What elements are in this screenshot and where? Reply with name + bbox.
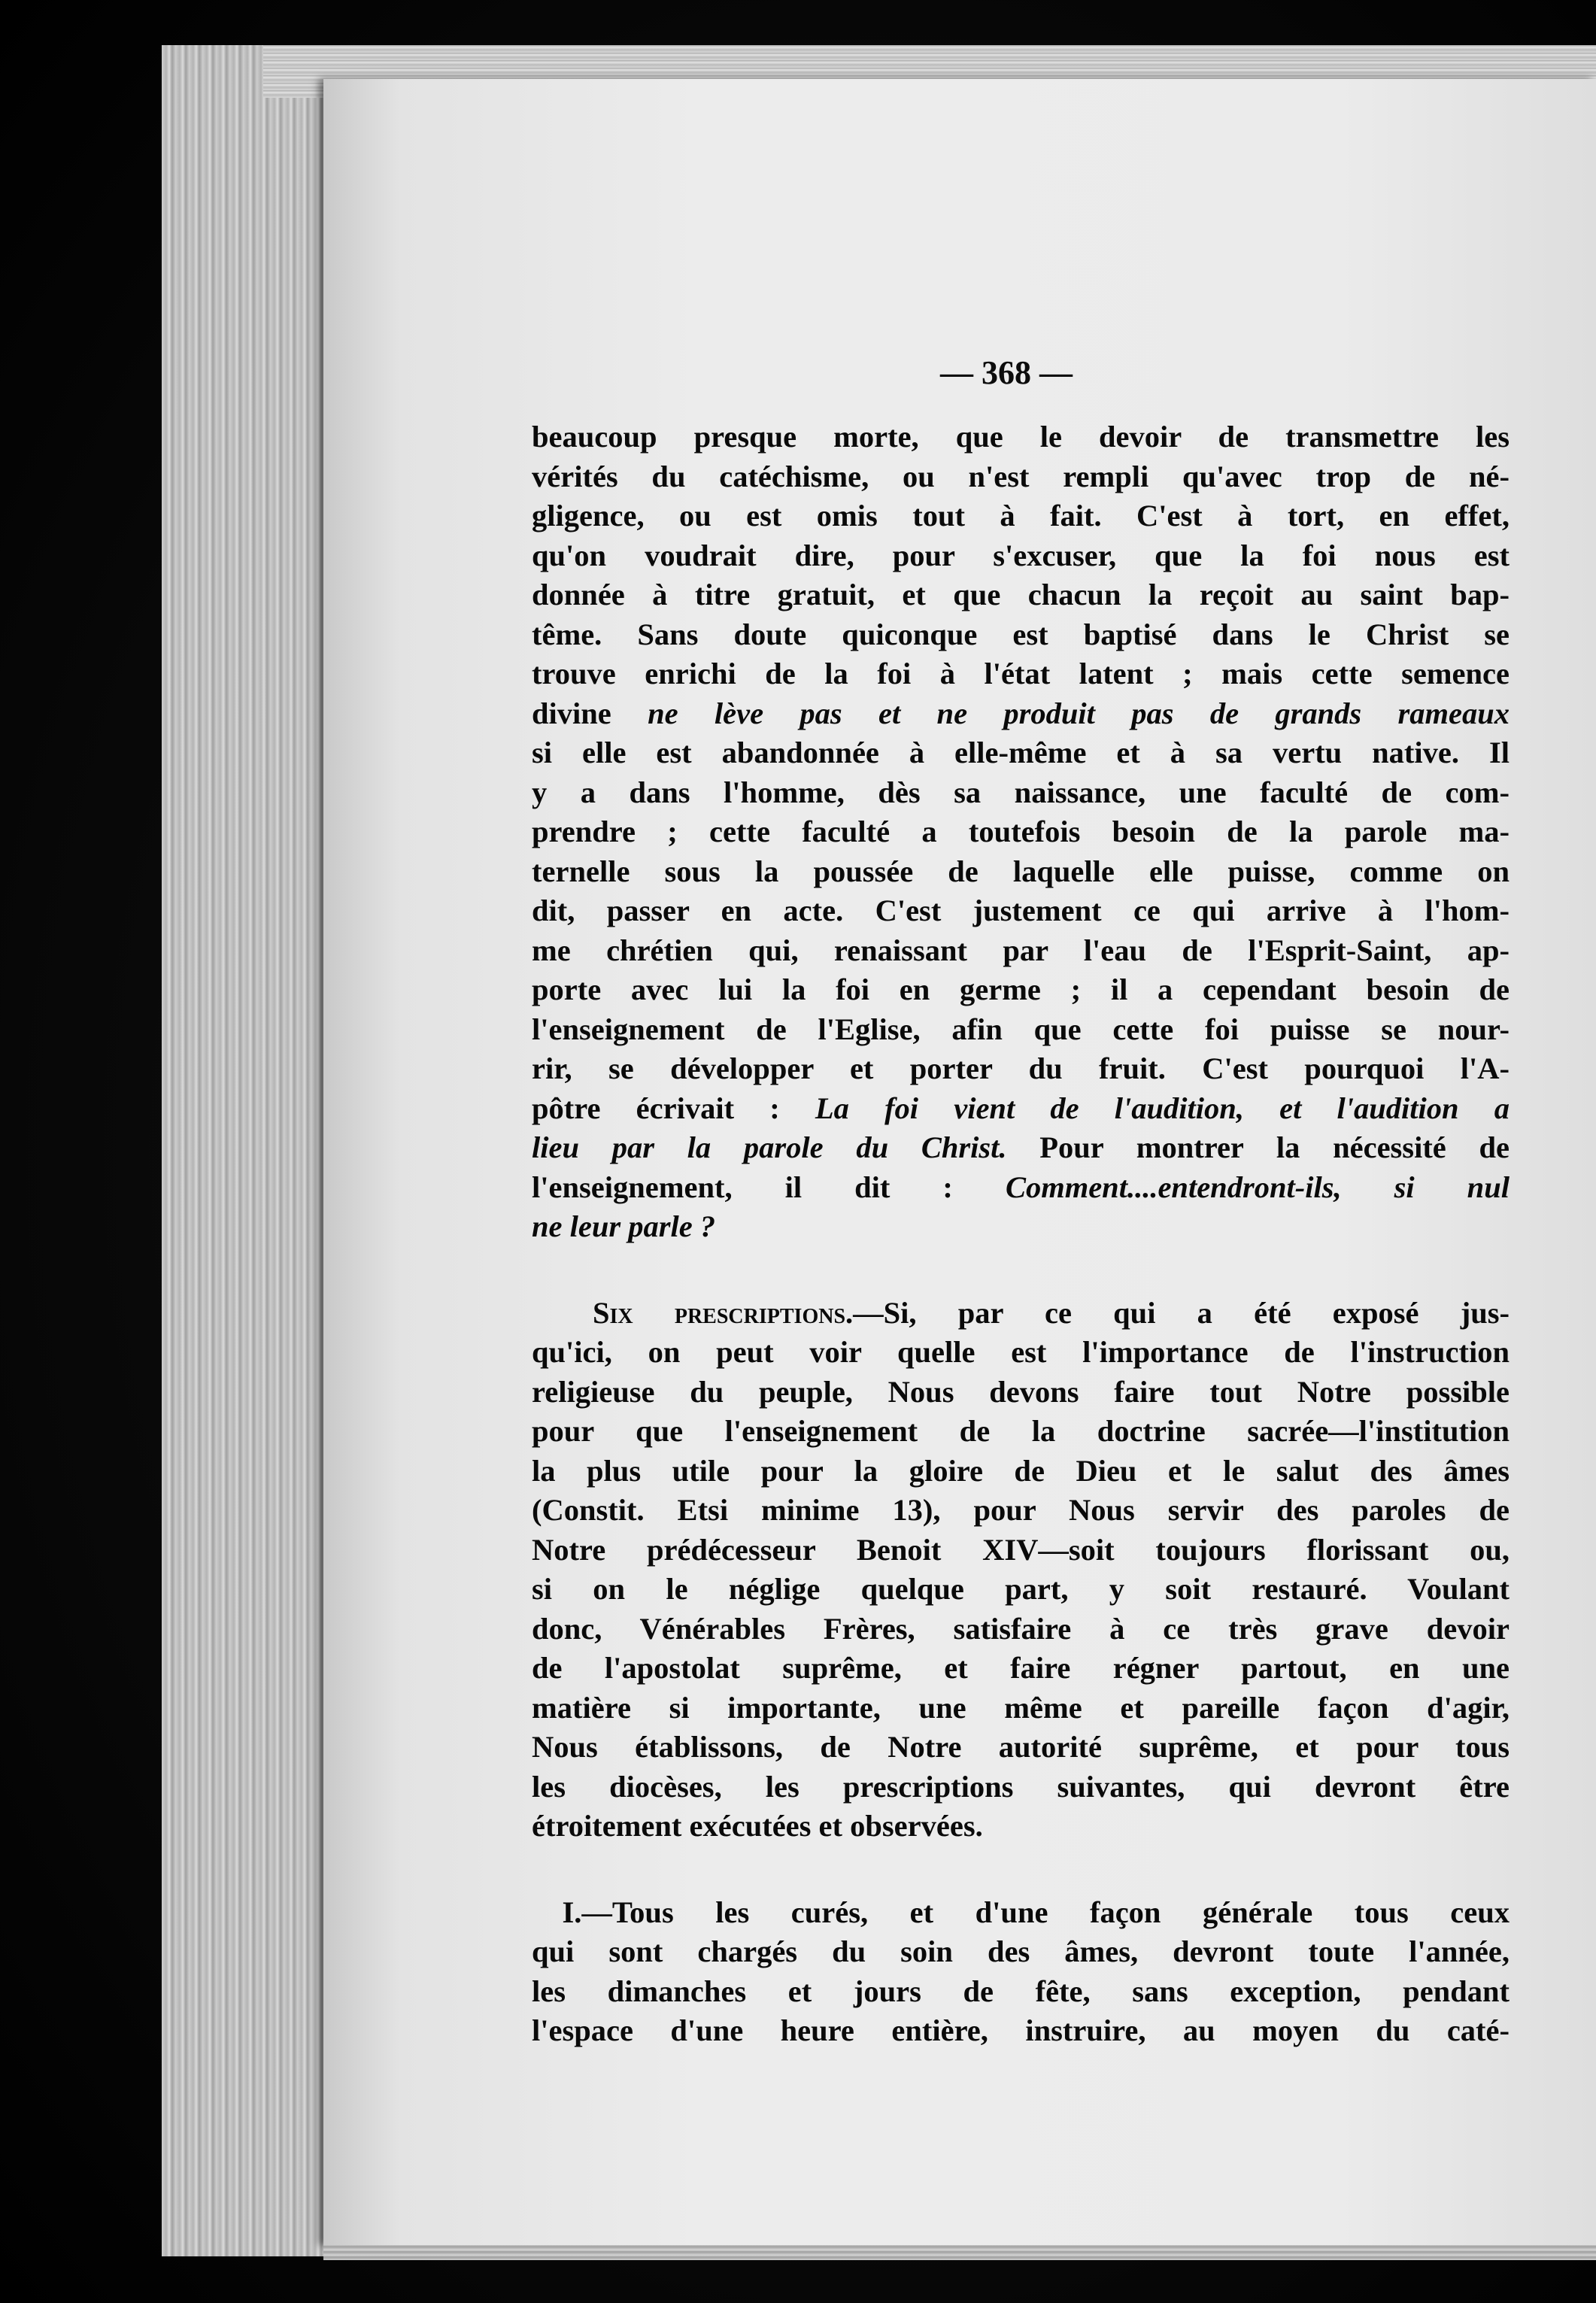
text-line: beaucoup presque morte, que le devoir de transmettre les — [532, 420, 1510, 454]
italic-run: Comment....entendront-ils, si nul — [1005, 1170, 1510, 1204]
text-line: de l'apostolat suprême, et faire régner partout, en une — [532, 1651, 1510, 1685]
page-stack-edges — [162, 45, 335, 2256]
text-line — [532, 1207, 1510, 1247]
text-line: vérités du catéchisme, ou n'est rempli qu'avec trop de né- — [532, 459, 1510, 493]
text-line: matière si importante, une même et pareille façon d'agir, — [532, 1690, 1510, 1725]
text-line: tême. Sans doute quiconque est baptisé dans le Christ se — [532, 617, 1510, 651]
text-line: pour que l'enseignement de la doctrine sacrée—l'institution — [532, 1414, 1510, 1448]
text-line: me chrétien qui, renaissant par l'eau de l'Esprit-Saint, ap- — [532, 933, 1510, 967]
text-line: y a dans l'homme, dès sa naissance, une faculté de com- — [532, 775, 1510, 809]
text-line: l'espace d'une heure entière, instruire, au moyen du caté- — [532, 2013, 1510, 2047]
text-line — [532, 1168, 1510, 1208]
text-line: qui sont chargés du soin des âmes, devront toute l'année, — [532, 1934, 1510, 1968]
text-line: dit, passer en acte. C'est justement ce qui arrive à l'hom- — [532, 894, 1510, 927]
text-line: si elle est abandonnée à elle-même et à sa vertu native. Il — [532, 736, 1510, 769]
text-line: donnée à titre gratuit, et que chacun la reçoit au saint bap- — [532, 578, 1510, 611]
text-line: ternelle sous la poussée de laquelle elle puisse, comme on — [532, 854, 1510, 888]
text-run: pôtre écrivait : — [532, 1091, 815, 1125]
text-line — [532, 694, 1510, 734]
text-line: (Constit. Etsi minime 13), pour Nous servir des paroles de — [532, 1493, 1510, 1527]
page-body — [532, 417, 1510, 2051]
text-line: gligence, ou est omis tout à fait. C'est à tort, en effet, — [532, 499, 1510, 533]
text-run: l'enseignement, il dit : — [532, 1170, 1006, 1204]
text-run: Pour montrer la nécessité de — [1006, 1130, 1510, 1164]
page-number: — 368 — — [940, 354, 1073, 391]
text-line: qu'on voudrait dire, pour s'excuser, que la foi nous est — [532, 538, 1510, 572]
text-line: les diocèses, les prescriptions suivantes, qui devront être — [532, 1769, 1510, 1804]
section-heading: Six prescriptions. — [593, 1295, 854, 1330]
text-line: rir, se développer et porter du fruit. C'est pourquoi l'A- — [532, 1051, 1510, 1085]
text-line — [532, 1294, 1510, 1334]
text-line: Notre prédécesseur Benoit XIV—soit toujours florissant ou, — [532, 1532, 1510, 1567]
italic-run: ne lève pas et ne produit pas de grands rameaux — [648, 696, 1510, 730]
text-line — [532, 1128, 1510, 1168]
text-line: qu'ici, on peut voir quelle est l'importance de l'instruction — [532, 1335, 1510, 1369]
paragraph-gap — [532, 1846, 1510, 1893]
text-run: divine — [532, 696, 648, 730]
italic-run: lieu par la parole du Christ. — [532, 1130, 1007, 1164]
italic-run: La foi vient de l'audition, et l'audition a — [815, 1091, 1510, 1125]
text-line: Nous établissons, de Notre autorité suprême, et pour tous — [532, 1730, 1510, 1764]
paragraph-gap — [532, 1247, 1510, 1294]
text-run: I.—Tous les curés, et d'une façon générale tous ceux — [562, 1895, 1510, 1929]
page-stack-bottom-edge — [323, 2245, 1596, 2260]
text-run: —Si, par ce qui a été exposé jus- — [853, 1295, 1510, 1330]
text-line — [532, 1893, 1510, 1933]
text-line: étroitement exécutées et observées. — [532, 1809, 983, 1843]
text-line — [532, 1089, 1510, 1129]
text-line: la plus utile pour la gloire de Dieu et le salut des âmes — [532, 1453, 1510, 1488]
text-line: trouve enrichi de la foi à l'état latent ; mais cette semence — [532, 657, 1510, 690]
text-line: si on le néglige quelque part, y soit restauré. Voulant — [532, 1572, 1510, 1606]
italic-run: ne leur parle ? — [532, 1209, 716, 1243]
text-line: porte avec lui la foi en germe ; il a cependant besoin de — [532, 972, 1510, 1006]
text-line: donc, Vénérables Frères, satisfaire à ce très grave devoir — [532, 1611, 1510, 1646]
text-line: religieuse du peuple, Nous devons faire tout Notre possible — [532, 1374, 1510, 1409]
text-line: prendre ; cette faculté a toutefois besoin de la parole ma- — [532, 815, 1510, 848]
text-line: l'enseignement de l'Eglise, afin que cette foi puisse se nour- — [532, 1012, 1510, 1046]
text-line: les dimanches et jours de fête, sans exception, pendant — [532, 1974, 1510, 2008]
